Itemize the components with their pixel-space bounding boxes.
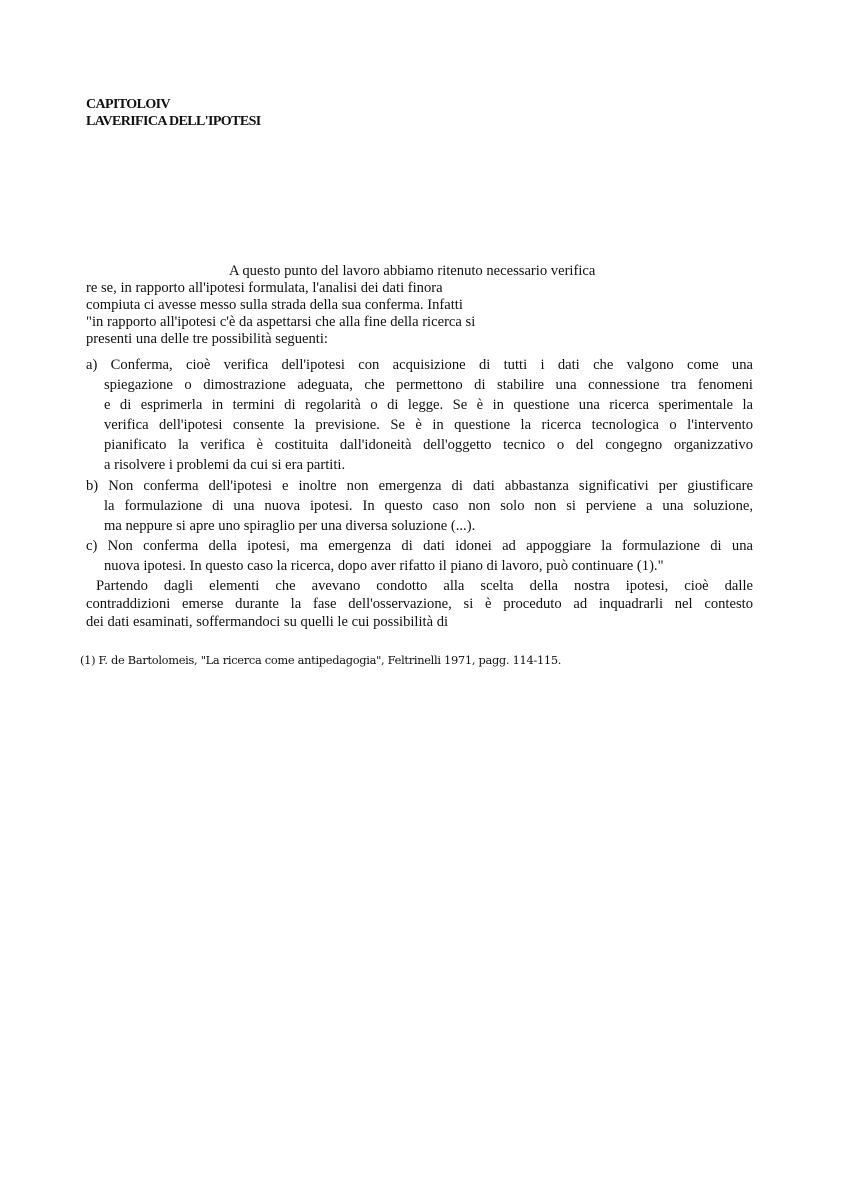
text-line: la formulazione di una nuova ipotesi. In questo caso non solo non si perviene a una soluzione, [104,498,753,514]
list-item-a: a) Conferma, cioè verifica dell'ipotesi con acquisizione di tutti i dati che valgono come una [86,357,753,373]
text-line: a risolvere i problemi da cui si era partiti. [104,457,346,473]
text-line: contraddizioni emerse durante la fase dell'osservazione, si è proceduto ad inquadrarli nel contesto [86,596,753,612]
text-line: nuova ipotesi. In questo caso la ricerca, dopo aver rifatto il piano di lavoro, può continuare (1)." [104,558,664,574]
text-line: dei dati esaminati, soffermandoci su quelli le cui possibilità di [86,614,449,630]
text-line: presenti una delle tre possibilità seguenti: [86,331,328,347]
list-item-c: c) Non conferma della ipotesi, ma emergenza di dati idonei ad appoggiare la formulazione di una [86,538,753,554]
text-line: ma neppure si apre uno spiraglio per una diversa soluzione (...). [104,518,476,534]
text-line: "in rapporto all'ipotesi c'è da aspettarsi che alla fine della ricerca si [86,314,476,330]
text-line: e di esprimerla in termini di regolarità o di legge. Se è in questione una ricerca sperimentale la [104,397,753,413]
chapter-title: LAVERIFICA DELL'IPOTESI [86,114,261,129]
footnote: (1) F. de Bartolomeis, "La ricerca come antipedagogia", Feltrinelli 1971, pagg. 114-115. [80,653,562,667]
text-line: re se, in rapporto all'ipotesi formulata, l'analisi dei dati finora [86,280,443,296]
chapter-number: CAPITOLOIV [86,97,170,112]
text-line: verifica dell'ipotesi consente la previsione. Se è in questione la ricerca tecnologica o l'intervento [104,417,753,433]
paragraph-start: Partendo dagli elementi che avevano condotto alla scelta della nostra ipotesi, cioè dalle [96,578,753,594]
text-line: A questo punto del lavoro abbiamo ritenuto necessario verifica [229,263,596,279]
text-line: compiuta ci avesse messo sulla strada della sua conferma. Infatti [86,297,463,313]
text-line: pianificato la verifica è costituita dall'idoneità dell'oggetto tecnico o del congegno organizzativo [104,437,753,453]
text-line: spiegazione o dimostrazione adeguata, che permettono di stabilire una connessione tra fenomeni [104,377,753,393]
list-item-b: b) Non conferma dell'ipotesi e inoltre non emergenza di dati abbastanza significativi per giustificare [86,478,753,494]
